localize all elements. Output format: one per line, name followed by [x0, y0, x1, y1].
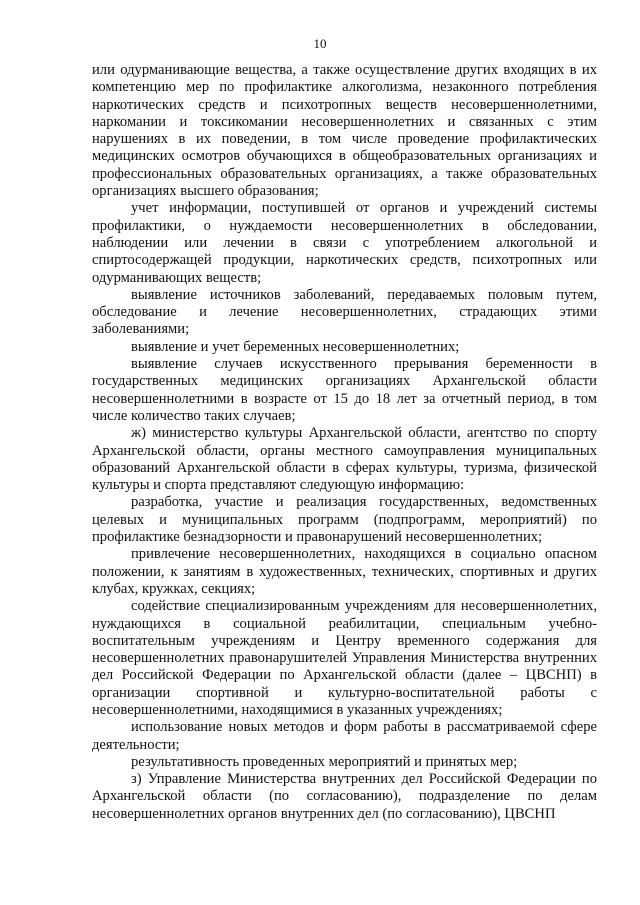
paragraph-8 [92, 546, 597, 598]
paragraph-12 [92, 771, 597, 823]
paragraph-4 [92, 339, 597, 356]
paragraph-text: ж) министерство культуры Архангельской области, агентство по спорту Архангельской области, органы местного самоуправления муниципальных образований Архангельской области в сферах культуры, туризма, физической культуры и спорта представляют следующую информацию: [92, 425, 597, 494]
paragraph-1 [92, 62, 597, 200]
paragraph-text: выявление случаев искусственного прерывания беременности в государственных медицинских организациях Архангельской области несовершеннолетними в возрасте от 15 до 18 лет за отчетный период, в том числе количество таких случаев; [92, 356, 597, 424]
paragraph-text: или одурманивающие вещества, а также осуществление других входящих в их компетенцию мер по профилактике алкоголизма, незаконного потребления наркотических средств и психотропных веществ несовершеннолетними, наркомании и токсикомании несовершеннолетних и связанных с этим нарушениях в их поведении, в том числе проведение профилактических медицинских осмотров обучающихся в общеобразовательных организациях и профессиональных образовательных организациях, а также образовательных организациях высшего образования; [92, 62, 597, 200]
paragraph-5 [92, 356, 597, 425]
paragraph-text: выявление и учет беременных несовершеннолетних; [131, 338, 460, 355]
paragraph-11 [92, 754, 597, 771]
paragraph-7 [92, 494, 597, 546]
paragraph-text: использование новых методов и форм работы в рассматриваемой сфере деятельности; [92, 719, 597, 753]
paragraph-10 [92, 719, 597, 754]
paragraph-6 [92, 425, 597, 494]
paragraph-text: выявление источников заболеваний, передаваемых половым путем, обследование и лечение несовершеннолетних, страдающих этими заболеваниями; [92, 286, 597, 338]
page-number: 10 [313, 36, 327, 51]
paragraph-text: учет информации, поступившей от органов и учреждений системы профилактики, о нуждаемости несовершеннолетних в обследовании, наблюдении или лечении в связи с употреблением алкогольной и спиртосодержащей продукции, наркотических средств, психотропных или одурманивающих веществ; [92, 200, 597, 286]
paragraph-9 [92, 598, 597, 719]
paragraph-text: з) Управление Министерства внутренних дел Российской Федерации по Архангельской области (по согласованию), подразделение по делам несовершеннолетних органов внутренних дел (по согласованию), ЦВСНП [92, 771, 597, 822]
paragraph-text: результативность проведенных мероприятий и принятых мер; [131, 753, 518, 770]
paragraph-text: привлечение несовершеннолетних, находящихся в социально опасном положении, к занятиям в художественных, технических, спортивных и других клубах, кружках, секциях; [92, 546, 597, 597]
paragraph-3 [92, 287, 597, 339]
paragraph-2 [92, 200, 597, 286]
document-body [92, 62, 597, 823]
paragraph-text: содействие специализированным учреждениям для несовершеннолетних, нуждающихся в социальной реабилитации, специальным учебно-воспитательным учреждениям и Центру временного содержания для несовершеннолетних правонарушителей Управления Министерства внутренних дел Российской Федерации по Архангельской области (далее – ЦВСНП) в организации спортивной и культурно-воспитательной работы с несовершеннолетними, находящимися в указанных учреждениях; [92, 598, 597, 718]
paragraph-text: разработка, участие и реализация государственных, ведомственных целевых и муниципальных программ (подпрограмм, мероприятий) по профилактике безнадзорности и правонарушений несовершеннолетних; [92, 494, 597, 546]
